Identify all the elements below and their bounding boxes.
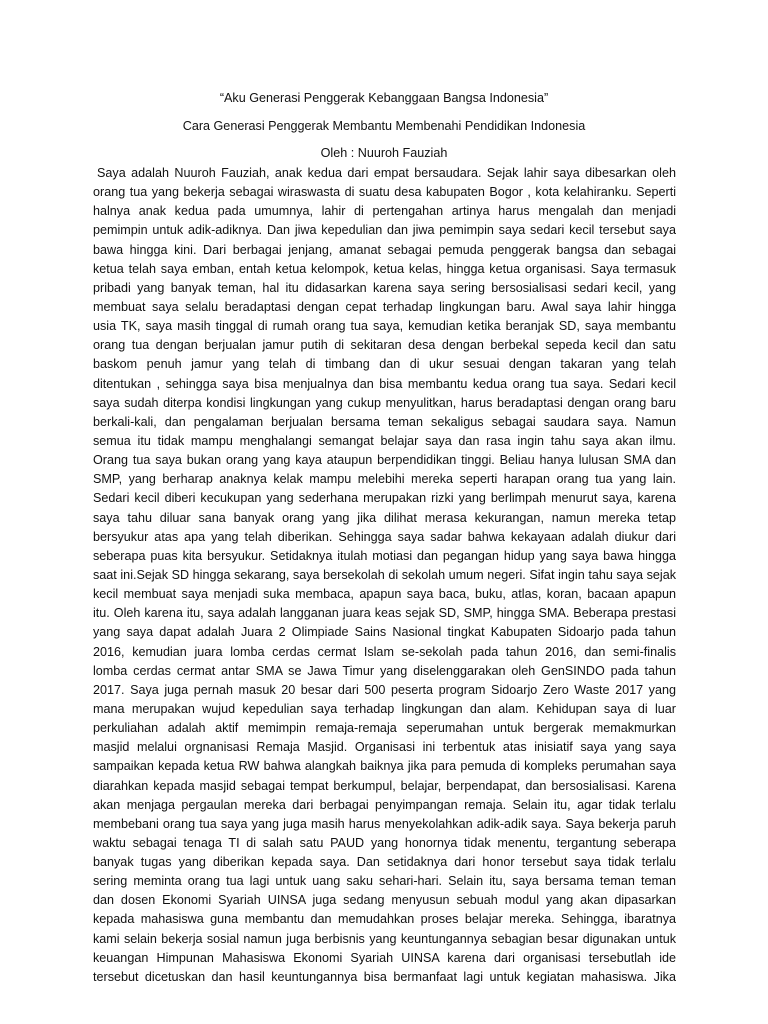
body-paragraph — [93, 164, 676, 987]
author-line: Oleh : Nuuroh Fauziah — [320, 146, 448, 160]
text-line: sampaikan kepada ketua RW bahwa alangkah baiknya jika para pemuda di kompleks perumahan saya — [93, 759, 676, 774]
text-line: saya sudah diterpa kondisi lingkungan yang cukup menyulitkan, harus beradaptasi dengan orang baru — [93, 395, 676, 410]
text-line: dan dosen Ekonomi Syariah UINSA juga sedang menyusun sebuah modul yang akan dipasarkan — [93, 893, 676, 908]
text-line: bawa hingga kini. Dari berbagai jenjang, amanat sebagai pemuda penggerak bangsa dan sebagai — [93, 242, 676, 257]
text-line: orang tua dengan berjualan jamur putih di sekitaran desa dengan berbekal sepeda kecil dan satu — [93, 338, 676, 353]
text-line: kami selain bekerja sosial namun juga berbisnis yang keuntungannya sebagian besar digunakan untuk — [93, 931, 676, 946]
text-line: itu. Oleh karena itu, saya adalah langganan juara keas sejak SD, SMP, hingga SMA. Beberapa prestasi — [93, 606, 676, 621]
text-line: halnya anak kedua pada umumnya, lahir di pertengahan artinya harus mengalah dan menjadi — [93, 204, 676, 219]
text-line: berkali-kali, dan pengalaman berjualan bersama teman sekaligus sebagai saudara saya. Namun — [93, 414, 676, 429]
text-line: orang tua yang bekerja sebagai wiraswasta di suatu desa kabupaten Bogor , kota kelahiranku. Seperti — [93, 185, 676, 200]
text-line: usia TK, saya masih tinggal di rumah orang tua saya, kemudian ketika beranjak SD, saya membantu — [93, 319, 676, 334]
text-line: tersebut dicetuskan dan hasil keuntungannya bisa bermanfaat lagi untuk kegiatan mahasiswa. Jika — [93, 969, 676, 984]
text-line: kepada mahasiswa guna membantu dan memudahkan proses belajar mereka. Sehingga, ibaratnya — [93, 912, 676, 927]
text-line: Orang tua saya bukan orang yang kaya ataupun berpendidikan tinggi. Beliau hanya lulusan SMA dan — [93, 453, 676, 468]
text-line: lomba cerdas cermat antar SMA se Jawa Timur yang diselenggarakan oleh GenSINDO pada tahun — [93, 663, 676, 678]
text-line: SMP, yang berharap anaknya kelak mampu melebihi mereka seperti harapan orang tua yang lain. — [93, 472, 676, 487]
text-line: waktu sebagai tenaga TI di salah satu PAUD yang honornya tidak menentu, tergantung seberapa — [93, 835, 676, 850]
text-line: sering meminta orang tua lagi untuk uang saku sehari-hari. Selain itu, saya bersama teman teman — [93, 874, 676, 889]
text-line: pribadi yang banyak teman, hal itu didasarkan karena saya sering bersosialisasi sedari kecil, yang — [93, 280, 676, 295]
text-line: pemimpin untuk adik-adiknya. Dan jiwa kepedulian dan jiwa pemimpin saya sedari kecil tersebut saya — [93, 223, 676, 238]
text-line: saat ini.Sejak SD hingga sekarang, saya bersekolah di sekolah umum negeri. Sifat ingin tahu saya sejak — [93, 567, 676, 582]
text-line: akan menjaga pergaulan mereka dari berbagai penyimpangan remaja. Selain itu, agar tidak terlalu — [93, 797, 676, 812]
text-line: ditentukan , sehingga saya bisa menjualnya dan bisa membantu kedua orang tua saya. Sedari kecil — [93, 376, 676, 391]
text-line: 2016, kemudian juara lomba cerdas cermat Islam se-sekolah pada tahun 2016, dan semi-finalis — [93, 644, 676, 659]
text-line: perkuliahan adalah aktif memimpin remaja-remaja seperumahan untuk bergerak memakmurkan — [93, 721, 676, 736]
text-line: Saya adalah Nuuroh Fauziah, anak kedua dari empat bersaudara. Sejak lahir saya dibesarkan oleh — [97, 166, 676, 180]
text-line: baskom penuh jamur yang telah di timbang dan di ukur sesuai dengan takaran yang telah — [93, 357, 676, 372]
text-line: diarahkan kepada masjid sebagai tempat berkumpul, belajar, berpendapat, dan bersosialisasi. Karena — [93, 778, 676, 793]
text-line: membebani orang tua saya yang juga masih harus menyekolahkan adik-adik saya. Saya bekerja paruh — [93, 816, 676, 831]
text-line: yang saya dapat adalah Juara 2 Olimpiade Sains Nasional tingkat Kabupaten Sidoarjo pada tahun — [93, 625, 676, 640]
text-line: kecil membuat saya menjadi suka membaca, apapun saya baca, buku, atlas, koran, bacaan apapun — [93, 587, 676, 602]
text-line: ketua telah saya emban, entah ketua kelompok, ketua kelas, hingga ketua organisasi. Saya termasuk — [93, 261, 676, 276]
text-line: membuat saya selalu beradaptasi dengan cepat terhadap lingkungan baru. Awal saya lahir hingga — [93, 299, 676, 314]
text-line: banyak tugas yang diberikan kepada saya. Dan setidaknya dari honor tersebut saya tidak terlalu — [93, 855, 676, 870]
text-line: bersyukur atas apa yang telah diberikan. Sehingga saya sadar bahwa kekayaan adalah diukur dari — [93, 529, 676, 544]
text-line: Sedari kecil diberi kecukupan yang sederhana merupakan rizki yang berlimpah menurut saya, karena — [93, 491, 676, 506]
text-line: masjid melalui orgnanisasi Remaja Masjid. Organisasi ini terbentuk atas inisiatif saya yang saya — [93, 740, 676, 755]
text-line: saya tahu diluar sana banyak orang yang jika dilihat merasa kekurangan, namun mereka tetap — [93, 510, 676, 525]
text-line: seberapa puas kita bersyukur. Setidaknya itulah motiasi dan pegangan hidup yang saya bawa hingga — [93, 548, 676, 563]
text-line: semua itu tidak mampu menghalangi semangat belajar saya dan rasa ingin tahu saya akan ilmu. — [93, 433, 676, 448]
text-line: mana merupakan wujud kepedulian saya terhadap lingkungan dan alam. Kehidupan saya di luar — [93, 701, 676, 716]
text-line: 2017. Saya juga pernah masuk 20 besar dari 500 peserta program Sidoarjo Zero Waste 2017 yang — [93, 682, 676, 697]
text-line: keuangan Himpunan Mahasiswa Ekonomi Syariah UINSA karena dari organisasi tersebutlah ide — [93, 950, 676, 965]
document-title: “Aku Generasi Penggerak Kebanggaan Bangsa Indonesia” — [219, 91, 549, 105]
document-subtitle: Cara Generasi Penggerak Membantu Membenahi Pendidikan Indonesia — [182, 119, 586, 133]
